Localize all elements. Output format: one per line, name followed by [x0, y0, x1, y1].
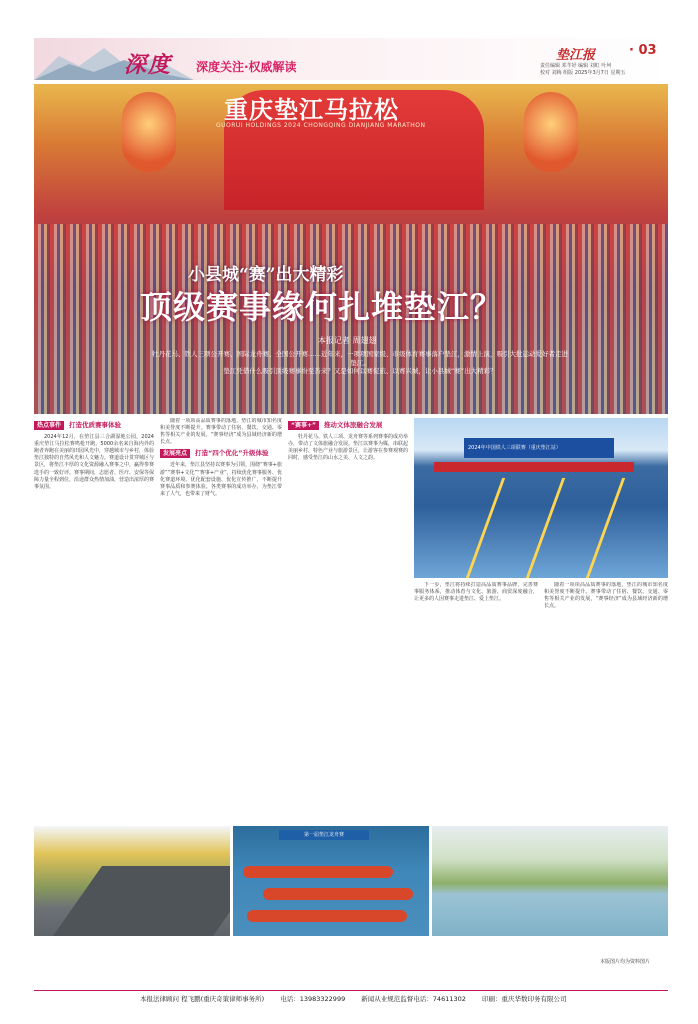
subheading — [288, 421, 408, 430]
paragraph: 随着一项项高品质赛事的落地，垫江的城市知名度和美誉度不断提升。赛事带动了住宿、餐饮、交通、零售等相关产业的发展，“赛事经济”成为县域经济新的增长点。 — [544, 582, 668, 610]
lane-line — [466, 478, 505, 578]
newspaper-logo: 垫江报 — [556, 48, 596, 63]
dragon-boat — [263, 888, 413, 900]
paragraph: 2024年12月，在垫江县三合湖湿地公园，2024重庆垫江马拉松赛鸣枪开跑，5000余名来自海内外的跑者奔跑在美丽的田园风光中，穿越城市与乡村，体验垫江独特的自然风光和人文魅力。赛道设计贯穿城区与景区，将垫江丰厚的文化资源融入赛事之中，赢得参赛选手的一致好评。赛事期间，志愿者、医疗、安保等保障力量全程到位，沿途群众热情加油，营造出浓厚的赛事氛围。 — [34, 434, 154, 490]
subheading-text: 推动文体旅融合发展 — [323, 421, 383, 429]
article-column-3 — [288, 418, 408, 820]
subheading-text: 打造“四个优化”升级体验 — [195, 449, 269, 458]
paragraph: 随着一项项高品质赛事的落地，垫江的城市知名度和美誉度不断提升。赛事带动了住宿、餐饮、交通、零售等相关产业的发展，“赛事经济”成为县域经济新的增长点。 — [160, 418, 282, 446]
arch-title: 重庆垫江马拉松 — [224, 95, 399, 124]
byline: 本报记者 周翅翅 — [318, 336, 377, 345]
triathlon-photo — [414, 418, 668, 578]
photo-banner-text: 2024年中国铁人三项联赛（重庆垫江站） — [468, 445, 561, 451]
footer-phone: 电话：13983322999 — [280, 995, 346, 1003]
header-meta-line: 校对 刘梅 组版 2025年3月7日 星期五 — [540, 70, 626, 76]
photo-sign: 第一届垫江龙舟赛 — [279, 830, 369, 840]
lake-photo — [432, 826, 668, 936]
lantern-icon — [524, 92, 578, 172]
article-column-2 — [160, 418, 282, 820]
subheading-text: 打造优质赛事体验 — [69, 421, 122, 429]
lane-line — [526, 478, 565, 578]
dragon-boat-photo — [233, 826, 429, 936]
main-headline: 顶级赛事缘何扎堆垫江？ — [140, 288, 504, 326]
arch-subtitle: GUORUI HOLDINGS 2024 CHONGQING DIANJIANG MARATHON — [216, 122, 426, 129]
road — [46, 866, 230, 936]
dragon-boat — [247, 910, 407, 922]
cycling-photo — [34, 826, 230, 936]
section-title: 深度 — [124, 52, 173, 78]
subheading-tag: “赛事+” — [288, 421, 319, 430]
headline-kicker: 小县城“赛”出大精彩 — [188, 265, 344, 285]
article-column-5 — [544, 582, 668, 820]
footer-divider — [34, 990, 668, 991]
section-subtitle: 深度关注·权威解读 — [196, 60, 297, 74]
subheading — [34, 421, 154, 430]
subheading — [160, 449, 282, 458]
paragraph: 牡丹花马、铁人三项、龙舟赛等系列赛事的成功举办，带动了文体旅融合发展。垫江以赛事为媒，串联起美丽乡村、特色产业与旅游景区，让游客在参赛观赛的同时，感受垫江的山水之美、人文之韵。 — [288, 434, 408, 462]
header-meta — [540, 63, 670, 77]
lantern-icon — [122, 92, 176, 172]
photo-banner-red — [434, 462, 634, 472]
photo-credit: 本版图片均为资料图片 — [600, 959, 651, 965]
lead-line: 垫江凭借什么吸引顶级赛事纷至沓来？又是如何以赛促旅、以赛兴城，让小县城“赛”出大精彩？ — [223, 367, 497, 375]
subheading-tag: 热点事件 — [34, 421, 64, 430]
footer-legal: 本报法律顾问 程飞鹏(重庆奇策律师事务所) — [140, 995, 265, 1003]
footer-printer: 印刷：重庆华数印务有限公司 — [481, 995, 567, 1003]
footer-license: 新闻从业规范监督电话：74611302 — [361, 995, 466, 1003]
lead-paragraph — [150, 350, 570, 376]
lead-line: 牡丹花马、铁人三项公开赛、国际龙舟赛、全国公开赛……近年来，一项项国家级、市级体育赛事落户垫江，激情上演，吸引大批运动爱好者走进垫江。 — [152, 350, 568, 367]
page-footer — [140, 994, 580, 1003]
page-number: · 03 — [629, 43, 657, 58]
lane-line — [586, 478, 625, 578]
article-column-4 — [414, 582, 538, 820]
article-column-1 — [34, 418, 154, 820]
header-meta-line: 责任编辑 邓芊妤 编辑 刘虹 叶坷 — [540, 63, 612, 69]
paragraph: 近年来，垫江县坚持以赛事为引领，围绕“赛事+旅游”“赛事+文化”“赛事+产业”，持续优化赛事服务、优化赛道环境、优化配套设施、优化宣传推广，不断提升赛事品质和参赛体验。各类赛事的成功举办，为垫江带来了人气，也带来了财气。 — [160, 462, 282, 497]
subheading-tag: 发展亮点 — [160, 449, 190, 458]
paragraph: 下一步，垫江将持续打造高品质赛事品牌，完善赛事服务体系，推动体育与文化、旅游、商贸深度融合，让更多的人因赛事走进垫江、爱上垫江。 — [414, 582, 538, 603]
dragon-boat — [243, 866, 393, 878]
